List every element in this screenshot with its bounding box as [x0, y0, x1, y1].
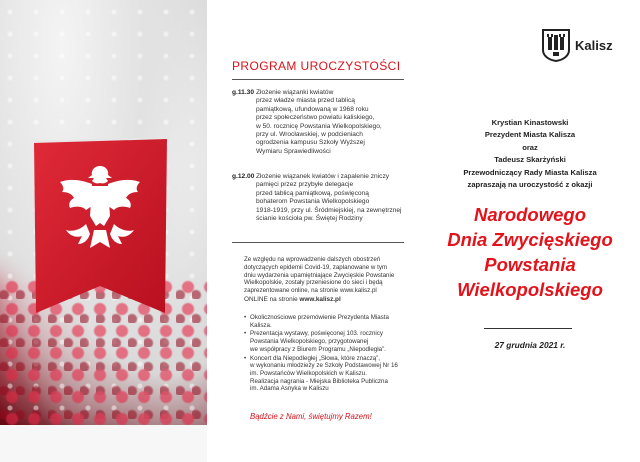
- program-title-divider: [232, 79, 404, 80]
- invite-phrase: zapraszają na uroczystość z okazji: [467, 180, 593, 190]
- inviter-title: Prezydent Miasta Kalisza: [484, 130, 576, 140]
- online-program-list: [244, 314, 409, 394]
- headline-line: Dnia Zwycięskiego: [447, 229, 613, 250]
- notice-line: Ze względu na wprowadzenie dalszych obostrzeń: [244, 256, 381, 263]
- program-item-time: g.11.30: [232, 89, 254, 96]
- program-item-time: g.12.00: [232, 173, 255, 180]
- list-line: Powstania Wielkopolskiego, przygotowanej: [250, 338, 369, 346]
- program-item: [232, 89, 412, 156]
- online-info: [244, 296, 341, 303]
- notice-line: dotyczących epidemii Covid-19, zaplanowane w tym: [244, 263, 388, 271]
- program-item-description: [256, 173, 412, 223]
- list-line: im. Powstańców Wielkopolskich w Kaliszu.: [250, 369, 367, 377]
- notice-line: zaprezentowane online, na stronie www.kalisz.pl: [244, 287, 377, 295]
- headline-line: Powstania: [484, 254, 576, 275]
- date-divider: [484, 328, 572, 329]
- online-prefix: ONLINE na stronie: [244, 296, 298, 303]
- desc-line: Złożenie wiązanek kwiatów i zapalenie zniczy: [256, 173, 390, 180]
- kalisz-logo: [541, 28, 613, 62]
- list-line: Realizacja nagrania - Miejska Biblioteka Publiczna: [250, 377, 388, 385]
- polish-eagle-banner: [34, 138, 167, 313]
- covid-notice: [244, 256, 409, 295]
- inviter-name: Krystian Kinastowski: [491, 118, 569, 127]
- desc-line: w 50. rocznicę Powstania Wielkopolskiego,: [256, 122, 382, 130]
- inviter-name: Tadeusz Skarżyński: [494, 155, 566, 165]
- notice-divider: [232, 242, 404, 243]
- inviter-title: Przewodniczący Rady Miasta Kalisza: [463, 167, 597, 177]
- headline: [420, 202, 640, 302]
- desc-line: Złożenie wiązanki kwiatów: [256, 89, 334, 96]
- program-item-description: [256, 89, 412, 156]
- list-line: im. Adama Asnyka w Kaliszu: [250, 385, 329, 393]
- desc-line: przy ul. Wrocławskiej, w podcieniach: [256, 131, 363, 139]
- list-line: • Okolicznościowe przemówienie Prezydenta Miasta: [250, 314, 389, 321]
- list-line: • Prezentacja wystawy, poświęconej 103. rocznicy: [250, 330, 383, 338]
- logo-wordmark: Kalisz: [575, 37, 613, 53]
- photo-bottom-strip: [0, 425, 207, 462]
- online-url-link[interactable]: www.kalisz.pl: [299, 296, 341, 303]
- flag-banner-photo: [0, 0, 207, 462]
- list-item: [244, 355, 409, 394]
- headline-line: Narodowego: [473, 204, 587, 225]
- desc-line: pamięci przez przybyłe delegacje: [256, 181, 354, 189]
- desc-line: 1918-1919, przy ul. Śródmiejskiej, na zewnętrznej: [256, 206, 402, 214]
- headline-line: Wielkopolskiego: [457, 279, 603, 300]
- list-line: we współpracy z Biurem Programu „Niepodległa”.: [250, 345, 386, 353]
- list-line: Kalisza.: [250, 321, 272, 329]
- notice-line: dniu wydarzenia upamiętniające Zwycięskie Powstanie: [244, 271, 395, 279]
- desc-line: przed tablicą pamiątkową, poświęconą: [256, 189, 369, 197]
- list-line: w wykonaniu młodzieży ze Szkoły Podstawowej Nr 16: [250, 362, 398, 370]
- list-item: [244, 330, 409, 353]
- desc-line: przez władze miasta przed tablicą: [256, 97, 355, 105]
- closing-note: Bądźcie z Nami, świętujmy Razem!: [250, 412, 372, 421]
- notice-line: Wielkopolskie, zostały przeniesione do sieci i będą: [244, 279, 383, 287]
- desc-line: pamiątkową, ufundowaną w 1968 roku: [256, 105, 369, 113]
- list-item: [244, 314, 409, 329]
- program-item: [232, 173, 412, 223]
- list-line: • Koncert dla Niepodległej „Słowa, które znaczą”,: [250, 354, 381, 362]
- desc-line: przez społeczeństwo powiatu kaliskiego,: [256, 114, 375, 122]
- event-date: 27 grudnia 2021 r.: [494, 340, 566, 350]
- desc-line: bohaterom Powstania Wielkopolskiego: [256, 198, 370, 206]
- invitation-text: [430, 117, 630, 191]
- conjunction: oraz: [522, 142, 538, 152]
- desc-line: ścianie kościoła pw. Świętej Rodziny: [256, 215, 363, 223]
- city-crest-icon: [541, 28, 571, 62]
- desc-line: Wymiaru Sprawiedliwości: [256, 147, 331, 155]
- program-title: PROGRAM UROCZYSTOŚCI: [232, 59, 401, 73]
- desc-line: ogrodzenia kampusu Szkoły Wyższej: [256, 139, 365, 147]
